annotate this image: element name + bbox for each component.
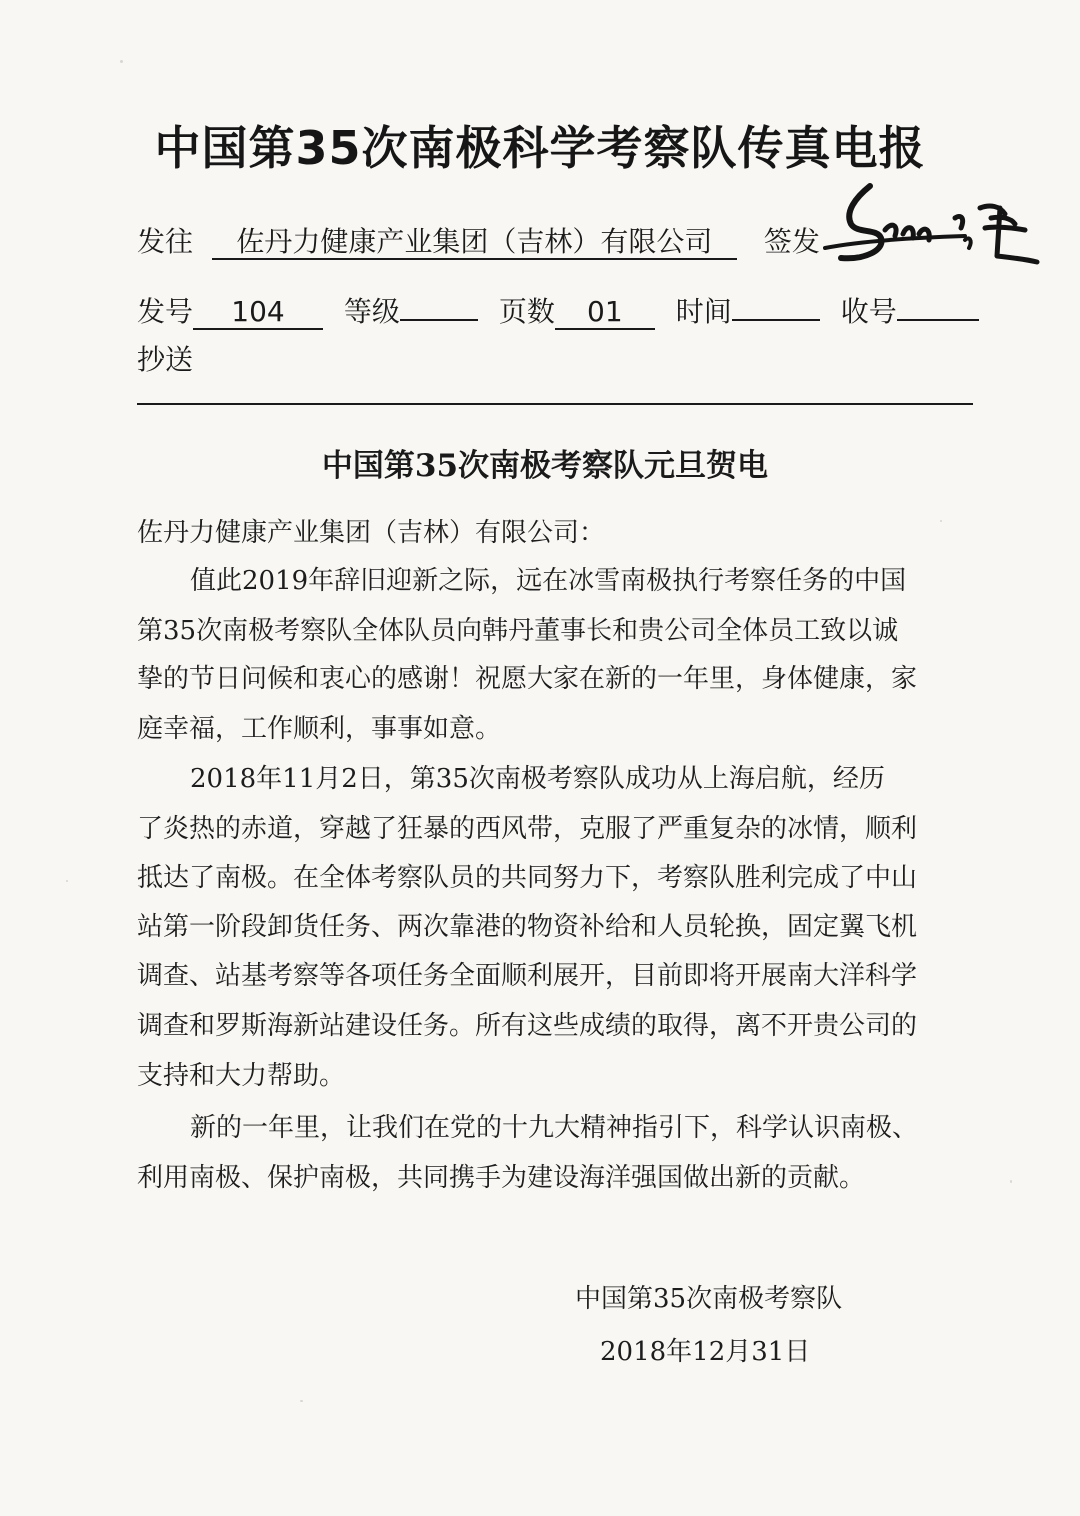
- send-to-value: 佐丹力健康产业集团（吉林）有限公司: [212, 226, 737, 260]
- scan-speck: [940, 520, 942, 522]
- signature-org: 中国第35次南极考察队: [575, 1284, 843, 1314]
- sign-label: 签发: [763, 225, 820, 258]
- scan-speck: [66, 880, 68, 882]
- grade-label: 等级: [343, 295, 400, 328]
- body-line: 抵达了南极。在全体考察队员的共同努力下，考察队胜利完成了中山: [137, 863, 918, 893]
- body-line: 值此2019年辞旧迎新之际，远在冰雪南极执行考察任务的中国: [190, 566, 907, 596]
- body-line: 调查和罗斯海新站建设任务。所有这些成绩的取得，离不开贵公司的: [137, 1011, 918, 1041]
- body-line: 站第一阶段卸货任务、两次靠港的物资补给和人员轮换，固定翼飞机: [137, 912, 918, 942]
- pages-value: 01: [555, 296, 655, 330]
- issue-row: [137, 290, 979, 330]
- grade-value: [400, 319, 478, 321]
- body-line: 2018年11月2日，第35次南极考察队成功从上海启航，经历: [190, 764, 885, 794]
- body-line: 庭幸福，工作顺利，事事如意。: [137, 714, 502, 744]
- header-divider: [137, 403, 973, 405]
- time-value: [732, 319, 820, 321]
- salutation: 佐丹力健康产业集团（吉林）有限公司：: [137, 518, 606, 548]
- time-label: 时间: [675, 295, 732, 328]
- handwritten-signature: [815, 178, 1040, 278]
- telegram-title: 中国第35次南极考察队元旦贺电: [321, 448, 769, 484]
- fax-header-title: 中国第35次南极科学考察队传真电报: [154, 121, 926, 175]
- issue-no-label: 发号: [137, 295, 194, 328]
- body-line: 利用南极、保护南极，共同携手为建设海洋强国做出新的贡献。: [137, 1163, 866, 1193]
- body-line: 新的一年里，让我们在党的十九大精神指引下，科学认识南极、: [190, 1113, 919, 1143]
- body-line: 第35次南极考察队全体队员向韩丹董事长和贵公司全体员工致以诚: [137, 616, 899, 646]
- body-line: 挚的节日问候和衷心的感谢！祝愿大家在新的一年里，身体健康，家: [137, 664, 918, 694]
- pages-label: 页数: [498, 295, 555, 328]
- body-line: 调查、站基考察等各项任务全面顺利展开，目前即将开展南大洋科学: [137, 961, 918, 991]
- send-to-row: [137, 220, 820, 260]
- body-line: 支持和大力帮助。: [137, 1061, 346, 1091]
- scan-speck: [1010, 1180, 1012, 1183]
- scan-speck: [120, 60, 123, 63]
- receive-no-label: 收号: [840, 295, 897, 328]
- scan-speck: [300, 1400, 303, 1402]
- send-to-label: 发往: [137, 225, 194, 258]
- issue-no-value: 104: [193, 296, 323, 330]
- receive-no-value: [897, 319, 979, 321]
- telegram-date: 2018年12月31日: [600, 1337, 811, 1367]
- cc-label: 抄送: [137, 343, 194, 376]
- body-line: 了炎热的赤道，穿越了狂暴的西风带，克服了严重复杂的冰情，顺利: [137, 814, 918, 844]
